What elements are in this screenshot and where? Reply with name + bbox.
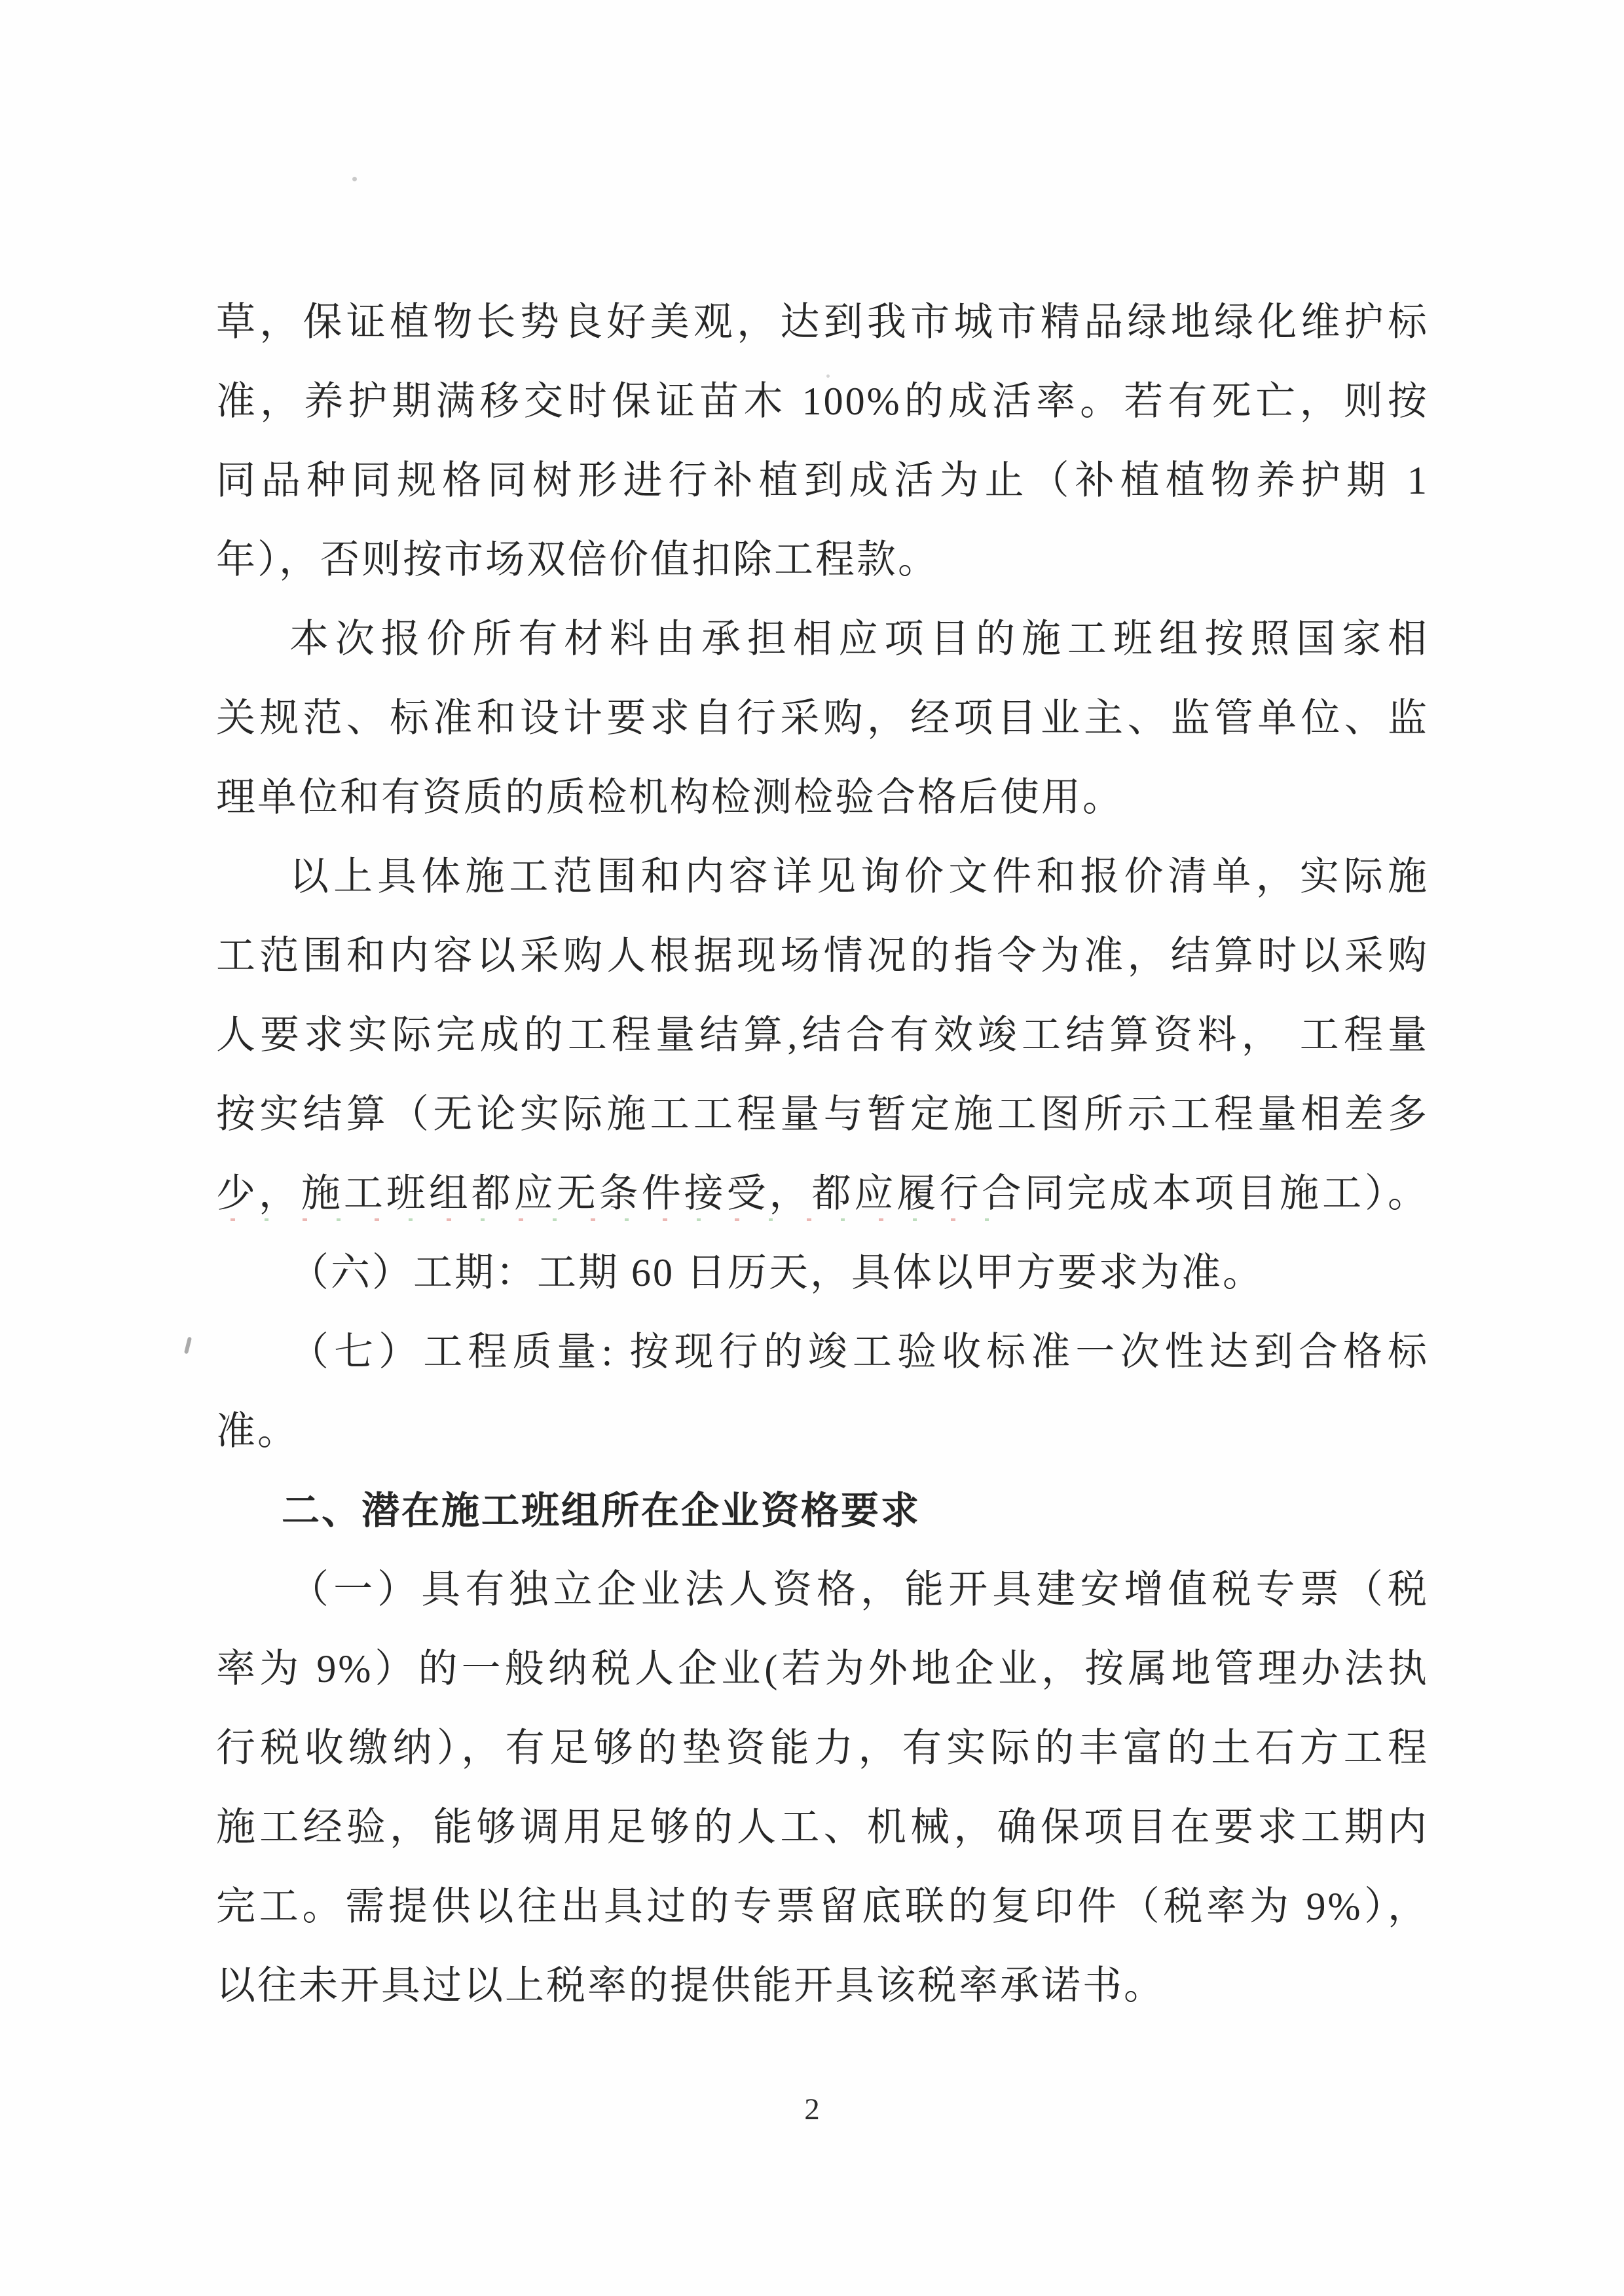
text-line: 按实结算（无论实际施工工程量与暂定施工图所示工程量相差多 (216, 1093, 1429, 1136)
document-body (216, 283, 1429, 2026)
text-line: 行税收缴纳），有足够的垫资能力，有实际的丰富的土石方工程 (216, 1726, 1429, 1770)
text-line: 关规范、标准和设计要求自行采购，经项目业主、监管单位、监 (216, 697, 1429, 740)
text-line: 以往未开具过以上税率的提供能开具该税率承诺书。 (216, 1964, 1165, 2007)
text-line: 工范围和内容以采购人根据现场情况的指令为准，结算时以采购 (216, 934, 1429, 977)
text-line: 理单位和有资质的质检机构检测检验合格后使用。 (216, 776, 1124, 819)
text-line: 以上具体施工范围和内容详见询价文件和报价清单，实际施 (289, 855, 1429, 898)
text-line: 率为 9%）的一般纳税人企业(若为外地企业，按属地管理办法执 (216, 1647, 1429, 1690)
section-heading: 二、潜在施工班组所在企业资格要求 (282, 1489, 921, 1532)
text-line: 少，施工班组都应无条件接受，都应履行合同完成本项目施工）。 (216, 1172, 1429, 1215)
page-number: 2 (804, 2092, 820, 2126)
text-line: 人要求实际完成的工程量结算,结合有效竣工结算资料， 工程量 (216, 1013, 1429, 1057)
text-line: （六）工期：工期 60 日历天，具体以甲方要求为准。 (289, 1251, 1264, 1294)
text-line: 草，保证植物长势良好美观，达到我市城市精品绿地绿化维护标 (216, 301, 1429, 344)
text-line: 准，养护期满移交时保证苗木 100%的成活率。若有死亡，则按 (216, 380, 1429, 423)
text-line: （一）具有独立企业法人资格，能开具建安增值税专票（税 (289, 1568, 1429, 1611)
text-line: （七）工程质量: 按现行的竣工验收标准一次性达到合格标 (289, 1330, 1429, 1374)
text-line: 年），否则按市场双倍价值扣除工程款。 (216, 538, 939, 581)
text-line: 同品种同规格同树形进行补植到成活为止（补植植物养护期 1 (216, 459, 1429, 502)
scan-speck (352, 177, 357, 181)
text-line: 施工经验，能够调用足够的人工、机械，确保项目在要求工期内 (216, 1806, 1429, 1849)
text-line: 准。 (216, 1410, 299, 1453)
text-line: 本次报价所有材料由承担相应项目的施工班组按照国家相 (289, 617, 1429, 661)
text-line: 完工。需提供以往出具过的专票留底联的复印件（税率为 9%）， (216, 1885, 1429, 1928)
scan-speck (184, 1337, 192, 1355)
scan-color-noise (231, 1218, 1010, 1221)
